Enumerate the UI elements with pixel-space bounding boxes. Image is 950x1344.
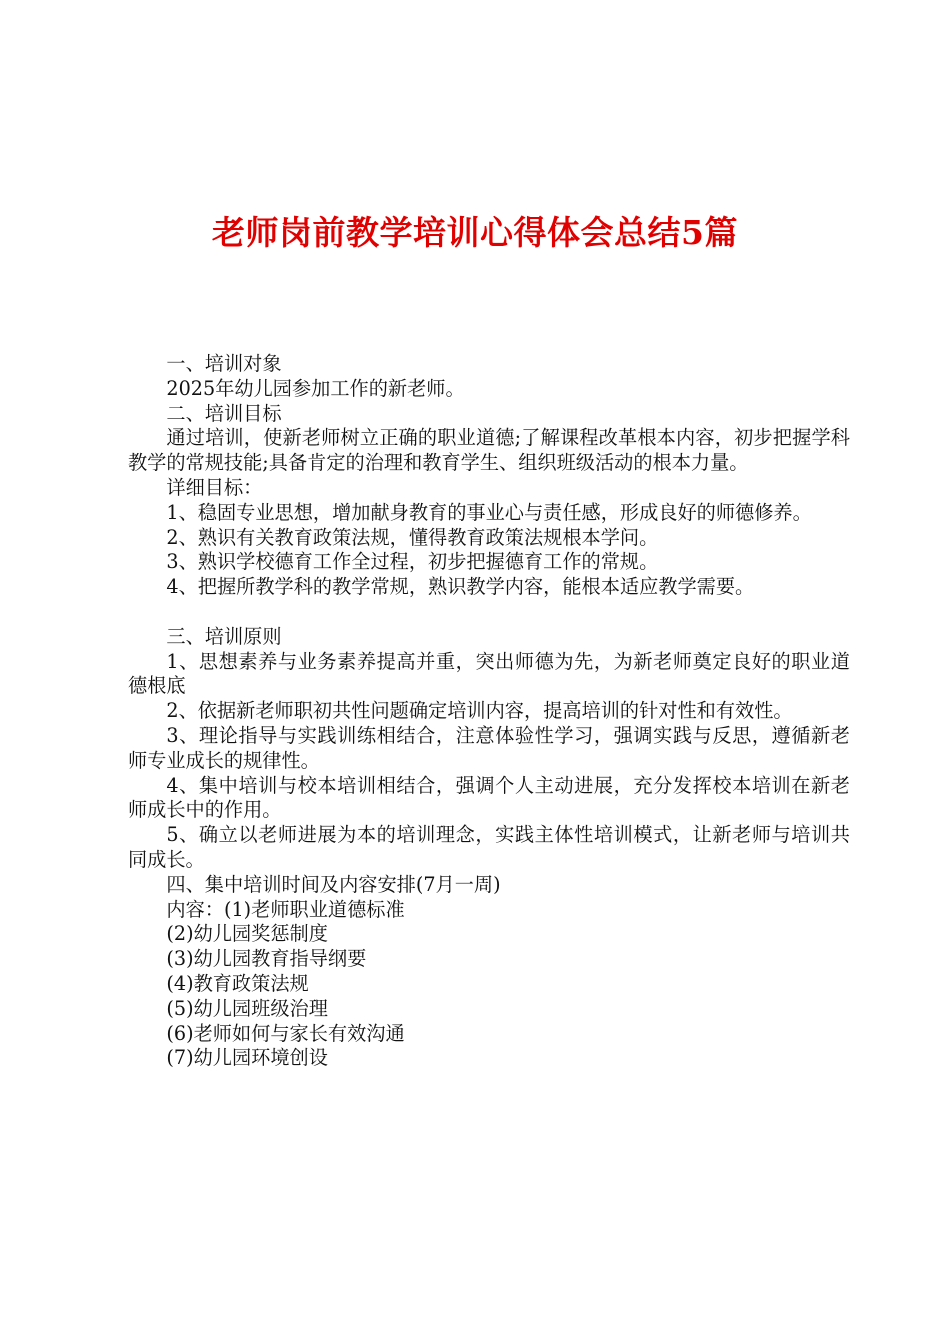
document-title: 老师岗前教学培训心得体会总结5篇 — [212, 213, 738, 252]
list-item: 2、熟识有关教育政策法规，懂得教育政策法规根本学问。 — [166, 525, 659, 549]
list-item: 内容：(1)老师职业道德标准 — [166, 897, 405, 921]
paragraph: 2025年幼儿园参加工作的新老师。 — [166, 376, 465, 400]
list-item: (4)教育政策法规 — [166, 971, 309, 995]
heading-schedule: 四、集中培训时间及内容安排(7月一周) — [166, 872, 501, 896]
document-body — [128, 352, 850, 1071]
list-item: (2)幼儿园奖惩制度 — [166, 922, 328, 946]
list-item: 1、思想素养与业务素养提高并重，突出师德为先，为新老师奠定良好的职业道德根底 — [128, 649, 850, 698]
list-item: 3、理论指导与实践训练相结合，注意体验性学习，强调实践与反思，遵循新老师专业成长的规律性。 — [128, 723, 850, 772]
list-item: (5)幼儿园班级治理 — [166, 996, 328, 1020]
heading-training-principles: 三、培训原则 — [166, 624, 282, 648]
paragraph: 通过培训，使新老师树立正确的职业道德;了解课程改革根本内容，初步把握学科教学的常规技能;具备肯定的治理和教育学生、组织班级活动的根本力量。 — [128, 426, 850, 475]
list-item: (3)幼儿园教育指导纲要 — [166, 947, 367, 971]
list-item: 4、把握所教学科的教学常规，熟识教学内容，能根本适应教学需要。 — [166, 575, 755, 599]
list-item: (7)幼儿园环境创设 — [166, 1046, 328, 1070]
subheading-detailed-goals: 详细目标： — [166, 475, 263, 499]
list-item: (6)老师如何与家长有效沟通 — [166, 1021, 405, 1045]
heading-training-goal: 二、培训目标 — [166, 401, 282, 425]
list-item: 1、稳固专业思想，增加献身教育的事业心与责任感，形成良好的师德修养。 — [166, 500, 812, 524]
list-item: 5、确立以老师进展为本的培训理念，实践主体性培训模式，让新老师与培训共同成长。 — [128, 823, 850, 871]
list-item: 2、依据新老师职初共性问题确定培训内容，提高培训的针对性和有效性。 — [166, 699, 793, 723]
heading-training-target: 一、培训对象 — [166, 352, 282, 375]
blank-line — [128, 600, 850, 625]
list-item: 3、熟识学校德育工作全过程，初步把握德育工作的常规。 — [166, 550, 659, 574]
list-item: 4、集中培训与校本培训相结合，强调个人主动进展，充分发挥校本培训在新老师成长中的作用。 — [128, 773, 850, 822]
